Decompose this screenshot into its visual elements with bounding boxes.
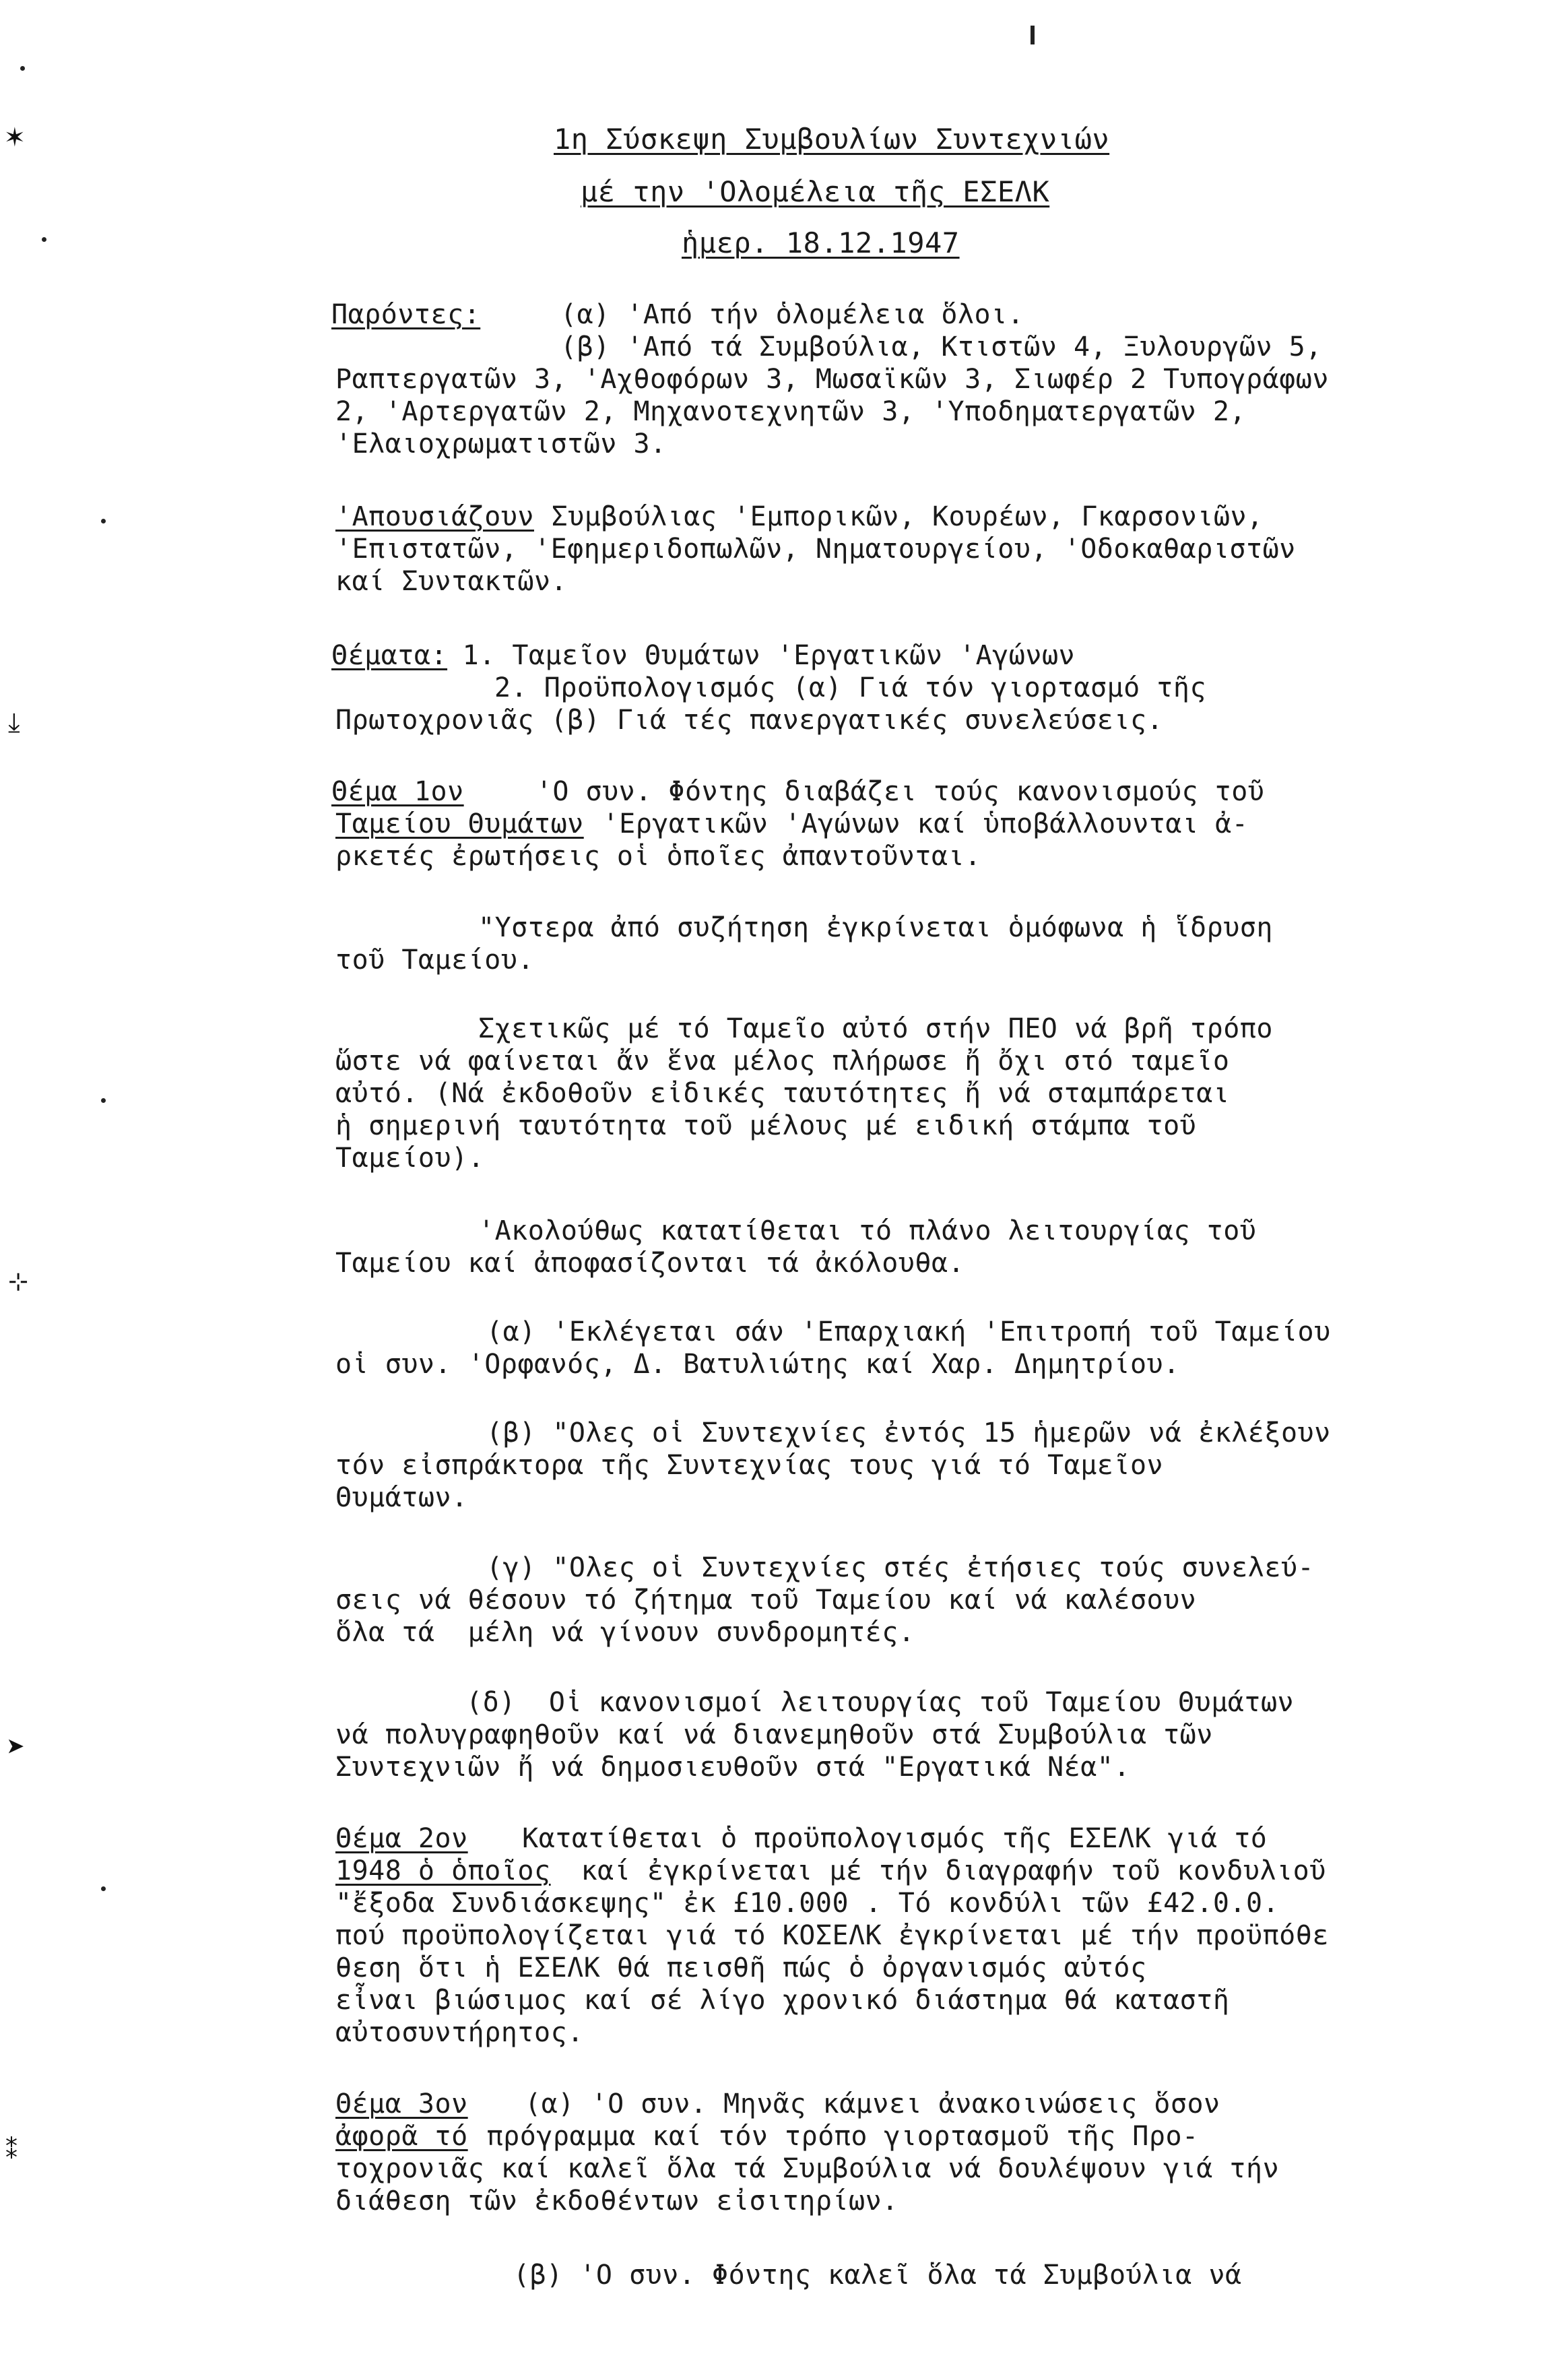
topic-1-item-d-line-2: νά πολυγραφηθοῦν καί νά διανεμηθοῦν στά Συμβούλια τῶν — [335, 1719, 1213, 1750]
topic-1-para-2-line-5: Ταμείου). — [335, 1143, 485, 1174]
present-label: Παρόντες: — [331, 299, 481, 330]
topic-1-item-g-line-2: σεις νά θέσουν τό ζήτημα τοῦ Ταμείου καί νά καλέσουν — [335, 1585, 1197, 1616]
margin-speck — [20, 66, 25, 71]
present-b-line-1: (β) 'Από τά Συμβούλια, Κτιστῶν 4, Ξυλουργῶν 5, — [560, 331, 1322, 362]
topic-item-2-line-2: Πρωτοχρονιᾶς (β) Γιά τές πανεργατικές συνελεύσεις. — [335, 705, 1164, 736]
topic-item-2-line-1: 2. Προϋπολογισμός (α) Γιά τόν γιορτασμό τῆς — [494, 672, 1207, 703]
topic-2-label: Θέμα 2ον — [335, 1823, 468, 1854]
topic-1-item-a-line-2: οἱ συν. 'Ορφανός, Δ. Βατυλιώτης καί Χαρ. Δημητρίου. — [335, 1349, 1180, 1380]
topic-1-item-b-line-1: (β) "Ολες οἱ Συντεχνίες ἐντός 15 ἡμερῶν νά ἐκλέξουν — [486, 1417, 1331, 1448]
present-b-line-4: 'Ελαιοχρωματιστῶν 3. — [335, 428, 667, 459]
topic-3-line-2: πρόγραμμα καί τόν τρόπο γιορτασμοῦ τῆς Προ- — [470, 2121, 1199, 2152]
topic-1-para-2-line-1: Σχετικῶς μέ τό Ταμεῖο αὐτό στήν ΠΕΟ νά βρῆ τρόπο — [478, 1013, 1273, 1044]
topic-1-para-3-line-1: 'Ακολούθως κατατίθεται τό πλάνο λειτουργίας τοῦ — [478, 1215, 1257, 1246]
topic-1-line-2-underlined: Ταμείου Θυμάτων — [335, 808, 584, 839]
topic-3-line-4: διάθεση τῶν ἐκδοθέντων εἰσιτηρίων. — [335, 2186, 899, 2217]
topic-1-para-1-line-1: "Υστερα ἀπό συζήτηση ἐγκρίνεται ὁμόφωνα ἡ ἵδρυση — [478, 912, 1273, 943]
margin-speck — [42, 237, 46, 242]
margin-speck — [101, 1098, 106, 1103]
topic-1-item-d-line-3: Συντεχνιῶν ἤ νά δημοσιευθοῦν στά "Εργατικά Νέα". — [335, 1752, 1130, 1783]
topic-2-line-6: εἶναι βιώσιμος καί σέ λίγο χρονικό διάστημα θά καταστῆ — [335, 1985, 1230, 2016]
absent-line-3: καί Συντακτῶν. — [335, 566, 568, 597]
topic-3-line-3: τοχρονιᾶς καί καλεῖ ὅλα τά Συμβούλια νά δουλέψουν γιά τήν — [335, 2153, 1280, 2184]
topic-1-item-g-line-1: (γ) "Ολες οἱ Συντεχνίες στές ἐτήσιες τούς συνελεύ- — [486, 1552, 1315, 1583]
header-line-2: μέ την 'Ολομέλεια τῆς ΕΣΕΛΚ — [581, 175, 1050, 208]
top-edge-mark — [1031, 26, 1035, 44]
present-b-line-2: Ραπτεργατῶν 3, 'Αχθοφόρων 3, Μωσαϊκῶν 3, Σιωφέρ 2 Τυπογράφων — [335, 364, 1329, 395]
topic-3-label: Θέμα 3ον — [335, 2089, 468, 2120]
header-line-1: 1η Σύσκεψη Συμβουλίων Συντεχνιών — [554, 123, 1110, 156]
topic-3-line-1: (α) 'Ο συν. Μηνᾶς κάμνει ἀνακοινώσεις ὅσον — [492, 2089, 1220, 2120]
topic-1-para-1-line-2: τοῦ Ταμείου. — [335, 945, 534, 976]
present-b-line-3: 2, 'Αρτεργατῶν 2, Μηχανοτεχνητῶν 3, 'Υποδηματεργατῶν 2, — [335, 396, 1247, 427]
topic-2-line-2-underlined: 1948 ὁ ὁποῖος — [335, 1855, 551, 1886]
margin-mark-icon: ⊹ — [8, 1268, 29, 1296]
topic-1-para-2-line-4: ἡ σημερινή ταυτότητα τοῦ μέλους μέ ειδική στάμπα τοῦ — [335, 1110, 1197, 1141]
margin-speck — [101, 1886, 106, 1891]
topic-3-line-2-underlined: ἀφορᾶ τό — [335, 2121, 468, 2152]
absent-label: 'Απουσιάζουν — [335, 501, 534, 532]
absent-line-1: Συμβούλιας 'Εμπορικῶν, Κουρέων, Γκαρσονιῶν, — [535, 501, 1264, 532]
topic-1-item-g-line-3: ὅλα τά μέλη νά γίνουν συνδρομητές. — [335, 1617, 915, 1648]
topic-2-line-5: θεση ὅτι ἡ ΕΣΕΛΚ θά πεισθῆ πώς ὁ ὀργανισμός αὐτός — [335, 1952, 1147, 1983]
topic-1-item-a-line-1: (α) 'Εκλέγεται σάν 'Επαρχιακή 'Επιτροπή τοῦ Ταμείου — [486, 1316, 1331, 1347]
margin-speck — [101, 519, 106, 523]
topic-1-item-d-line-1: (δ) Οἱ κανονισμοί λειτουργίας τοῦ Ταμείου Θυμάτων — [466, 1687, 1295, 1718]
topic-1-item-b-line-2: τόν εἰσπράκτορα τῆς Συντεχνίας τους γιά τό Ταμεῖον — [335, 1450, 1164, 1481]
topics-label: Θέματα: — [331, 640, 448, 671]
header-line-3: ἡμερ. 18.12.1947 — [682, 226, 960, 259]
topic-2-line-4: πού προϋπολογίζεται γιά τό ΚΟΣΕΛΚ ἐγκρίνεται μέ τήν προϋπόθε — [335, 1920, 1329, 1951]
margin-mark-icon: ⁑ — [5, 2137, 18, 2165]
topic-3-line-5: (β) 'Ο συν. Φόντης καλεῖ ὅλα τά Συμβούλια νά — [513, 2260, 1242, 2291]
topic-1-para-3-line-2: Ταμείου καί ἀποφασίζονται τά ἀκόλουθα. — [335, 1248, 965, 1279]
topic-1-line-3: ρκετές ἐρωτήσεις οἱ ὁποῖες ἀπαντοῦνται. — [335, 841, 981, 872]
topic-2-line-2: καί ἐγκρίνεται μέ τήν διαγραφήν τοῦ κονδυλιοῦ — [564, 1855, 1326, 1886]
topic-1-label: Θέμα 1ον — [331, 776, 464, 807]
topic-1-para-2-line-3: αὐτό. (Νά ἐκδοθοῦν εἰδικές ταυτότητες ἤ νά σταμπάρεται — [335, 1078, 1230, 1109]
margin-mark-icon: ✶ — [5, 117, 24, 154]
topic-1-line-1: 'Ο συν. Φόντης διαβάζει τούς κανονισμούς τοῦ — [486, 776, 1265, 807]
margin-mark-icon: ⤓ — [8, 707, 20, 738]
topic-1-para-2-line-2: ὥστε νά φαίνεται ἄν ἕνα μέλος πλήρωσε ἤ ὄχι στό ταμεῖο — [335, 1046, 1230, 1077]
topic-1-line-2: 'Εργατικῶν 'Αγώνων καί ὑποβάλλουνται ἀ- — [586, 808, 1249, 839]
absent-line-2: 'Επιστατῶν, 'Εφημεριδοπωλῶν, Νηματουργείου, 'Οδοκαθαριστῶν — [335, 534, 1296, 565]
topic-2-line-3: "ἔξοδα Συνδιάσκεψης" ἐκ £10.000 . Τό κονδύλι τῶν £42.0.0. — [335, 1888, 1280, 1919]
topic-item-1: 1. Ταμεῖον Θυμάτων 'Εργατικῶν 'Αγώνων — [446, 640, 1076, 671]
present-a: (α) 'Από τήν ὁλομέλεια ὅλοι. — [560, 299, 1024, 330]
topic-2-line-1: Κατατίθεται ὁ προϋπολογισμός τῆς ΕΣΕΛΚ γιά τό — [489, 1823, 1268, 1854]
topic-1-item-b-line-3: Θυμάτων. — [335, 1482, 468, 1513]
margin-mark-icon: ➤ — [7, 1729, 26, 1765]
topic-2-line-7: αὐτοσυντήρητος. — [335, 2017, 584, 2048]
